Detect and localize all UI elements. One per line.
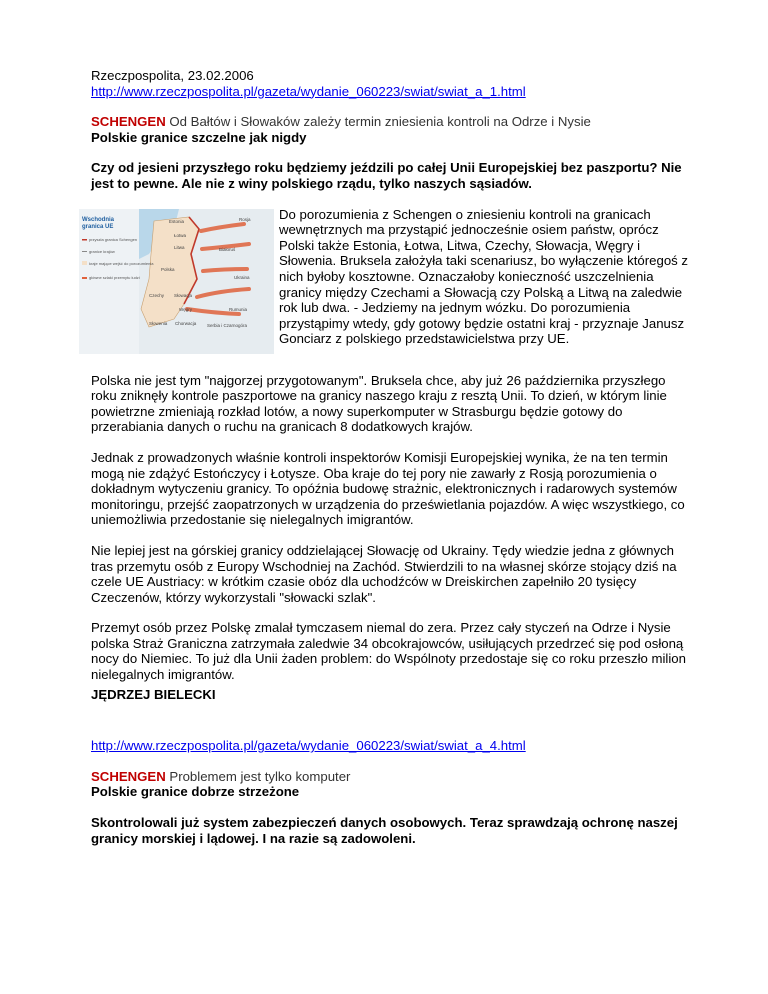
- section-tag-2: SCHENGEN: [91, 768, 166, 784]
- legend-routes: główne szlaki przemytu ludzi: [89, 274, 140, 280]
- kicker-text: Od Bałtów i Słowaków zależy termin zniesienia kontroli na Odrze i Nysie: [165, 114, 591, 130]
- article1-paragraph-4: Nie lepiej jest na górskiej granicy oddzielającej Słowację od Ukrainy. Tędy wiedzie jedna z głównych tras przemytu osób z Europy Wschodniej na Zachód. Stwierdzili to na własnej skórze stojący dziś na czele UE Austriacy: w krótkim czasie obóz dla uchodźców w Dreiskirchen zapełniło 20 tysięcy Czeczenów, którzy wykorzystali "słowacki szlak".: [91, 542, 677, 605]
- article1-paragraph-3: Jednak z prowadzonych właśnie kontroli inspektorów Komisji Europejskiej wynika, że na ten termin mogą nie zdążyć Estończycy i Łotysze. Oba kraje do tej pory nie zawarły z Rosją porozumienia o dokładnym wytyczeniu granicy. To opóźnia budowę strażnic, elektronicznych i radarowych systemów monitoringu, przejść zaopatrzonych w urządzenia do prześwietlania pojazdów. A więc wszystkiego, co uniemożliwia przedostanie się nielegalnych imigrantów.: [91, 449, 685, 528]
- map-graphic: [79, 209, 274, 354]
- label-ukraine: Ukraina: [234, 274, 250, 280]
- eastern-border-map: [79, 209, 274, 354]
- map-title-2: granica UE: [82, 223, 114, 230]
- legend-joining: kraje mające wejść do porozumienia: [89, 260, 154, 266]
- article1-link[interactable]: http://www.rzeczpospolita.pl/gazeta/wydanie_060223/swiat/swiat_a_1.html: [91, 83, 526, 99]
- article1-kicker-line: [91, 114, 691, 130]
- article1-paragraph-2: Polska nie jest tym "najgorzej przygotowanym". Bruksela chce, aby już 26 października przyszłego roku zniknęły kontrole paszportowe na granicy naszego kraju z resztą Unii. To dzień, w którym linie powietrzne zmieniają rozkład lotów, a nowy superkomputer w Strasburgu będzie gotowy do przerabiania danych o ruchu na granicach 8 dodatkowych krajów.: [91, 372, 667, 435]
- label-czechia: Czechy: [149, 292, 165, 298]
- label-belarus: Białoruś: [219, 246, 236, 252]
- label-estonia: Estonia: [169, 218, 185, 224]
- article2-link[interactable]: http://www.rzeczpospolita.pl/gazeta/wydanie_060223/swiat/swiat_a_4.html: [91, 738, 526, 754]
- article1-paragraph-5: Przemyt osób przez Polskę zmalał tymczasem niemal do zera. Przez cały styczeń na Odrze i Nysie polska Straż Graniczna zatrzymała zaledwie 34 obcokrajowców, usiłujących przedrzeć się pod osłoną nocy do Niemiec. To już dla Unii żaden problem: do Wspólnoty przedostaje się co roku przeszło milion nielegalnych imigrantów.: [91, 620, 686, 683]
- article2-lead: Skontrolowali już system zabezpieczeń danych osobowych. Teraz sprawdzają ochronę naszej granicy morskiej i lądowej. I na razie są zadowoleni.: [91, 815, 678, 846]
- label-serbia: Serbia i Czarnogóra: [207, 322, 248, 328]
- document-page: [82, 68, 691, 846]
- article1-lead: Czy od jesieni przyszłego roku będziemy jeździli po całej Unii Europejskiej bez paszportu? Nie jest to pewne. Ale nie z winy polskiego rządu, tylko naszych sąsiadów.: [91, 160, 682, 191]
- source-line: Rzeczpospolita, 23.02.2006: [91, 68, 254, 83]
- article2: [91, 738, 691, 846]
- article1-paragraph-1: Do porozumienia z Schengen o zniesieniu kontroli na granicach wewnętrznych ma przystąpić jednocześnie osiem państw, oprócz Polski także Estonia, Łotwa, Litwa, Czechy, Słowacja, Węgry i Słowenia. Bruksela założyła taki scenariusz, bo wyłączenie któregoś z nich byłoby kosztowne. Oznaczałoby konieczność uszczelnienia granicy między Czechami a Słowacją czy Polską a Litwą na zaledwie rok lub dwa. - Jedziemy na jednym wózku. Do porozumienia przystąpimy wtedy, gdy gotowy będzie ostatni kraj - przyznaje Janusz Gonciarz z polskiego przedstawicielstwa przy UE.: [279, 206, 689, 347]
- label-poland: Polska: [161, 266, 175, 272]
- map-title-1: Wschodnia: [82, 216, 115, 223]
- label-croatia: Chorwacja: [175, 320, 197, 326]
- article1-author: JĘDRZEJ BIELECKI: [91, 686, 216, 702]
- section-tag: SCHENGEN: [91, 114, 166, 130]
- label-lithuania: Litwa: [174, 244, 185, 250]
- label-slovakia: Słowacja: [174, 292, 193, 298]
- legend-borders: granice krajów: [89, 248, 115, 254]
- legend-schengen: przyszła granica Schengen: [89, 236, 138, 242]
- label-hungary: Węgry: [179, 306, 193, 312]
- label-romania: Rumunia: [229, 306, 248, 312]
- label-slovenia: Słowenia: [149, 320, 168, 326]
- article2-kicker-line: [91, 769, 691, 785]
- kicker-text-2: Problemem jest tylko komputer: [165, 768, 351, 784]
- article2-headline: Polskie granice dobrze strzeżone: [91, 784, 300, 800]
- article1-headline: Polskie granice szczelne jak nigdy: [91, 129, 307, 145]
- label-latvia: Łotwa: [174, 232, 187, 238]
- label-russia: Rosja: [239, 216, 251, 222]
